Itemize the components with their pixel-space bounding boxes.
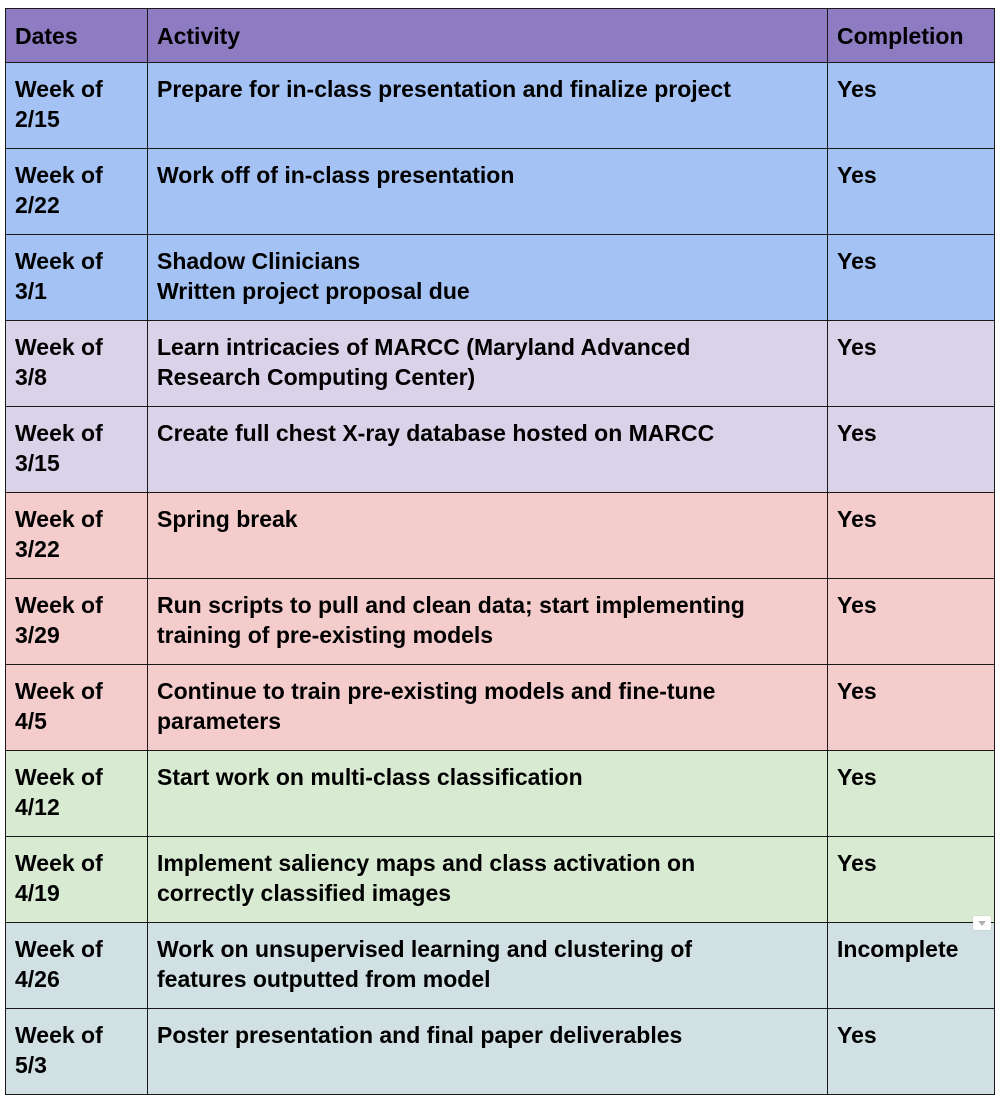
completion-cell[interactable]: Yes <box>828 321 995 407</box>
activity-text: Spring break <box>157 506 298 532</box>
completion-cell[interactable]: Yes <box>828 149 995 235</box>
completion-cell[interactable]: Yes <box>828 63 995 149</box>
table-row <box>6 837 995 923</box>
date-label: Week of <box>15 76 103 102</box>
date-cell[interactable] <box>6 1009 148 1095</box>
date-label: Week of <box>15 678 103 704</box>
activity-text: Work off of in-class presentation <box>157 162 515 188</box>
date-label: Week of <box>15 936 103 962</box>
activity-cell[interactable] <box>148 665 828 751</box>
date-cell[interactable] <box>6 923 148 1009</box>
activity-text: Implement saliency maps and class activation on <box>157 850 696 876</box>
activity-cell[interactable] <box>148 923 828 1009</box>
header-completion[interactable]: Completion <box>828 9 995 63</box>
activity-cell[interactable] <box>148 1009 828 1095</box>
date-cell[interactable] <box>6 751 148 837</box>
date-label: Week of <box>15 334 103 360</box>
date-label: Week of <box>15 162 103 188</box>
activity-text: Research Computing Center) <box>157 364 476 390</box>
activity-text: Shadow Clinicians <box>157 248 361 274</box>
activity-text: Start work on multi-class classification <box>157 764 583 790</box>
table-row <box>6 579 995 665</box>
activity-text: Continue to train pre-existing models and fine-tune <box>157 678 716 704</box>
date-value: 3/8 <box>15 364 47 390</box>
date-value: 2/22 <box>15 192 60 218</box>
table-row <box>6 751 995 837</box>
date-label: Week of <box>15 420 103 446</box>
completion-cell[interactable]: Yes <box>828 579 995 665</box>
date-label: Week of <box>15 764 103 790</box>
activity-cell[interactable] <box>148 579 828 665</box>
date-cell[interactable] <box>6 407 148 493</box>
completion-cell[interactable]: Yes <box>828 837 995 923</box>
activity-text: Written project proposal due <box>157 278 470 304</box>
date-value: 2/15 <box>15 106 60 132</box>
date-value: 3/1 <box>15 278 47 304</box>
table-row <box>6 923 995 1009</box>
schedule-table <box>5 8 995 1095</box>
date-value: 3/29 <box>15 622 60 648</box>
completion-cell[interactable]: Yes <box>828 493 995 579</box>
activity-cell[interactable] <box>148 837 828 923</box>
chevron-down-icon[interactable] <box>973 916 991 930</box>
table-row <box>6 493 995 579</box>
date-cell[interactable] <box>6 837 148 923</box>
date-cell[interactable] <box>6 149 148 235</box>
completion-cell[interactable]: Yes <box>828 407 995 493</box>
activity-text: Learn intricacies of MARCC (Maryland Advanced <box>157 334 691 360</box>
activity-text: Work on unsupervised learning and clustering of <box>157 936 693 962</box>
table-row <box>6 63 995 149</box>
date-label: Week of <box>15 1022 103 1048</box>
header-dates[interactable]: Dates <box>6 9 148 63</box>
date-cell[interactable] <box>6 321 148 407</box>
activity-cell[interactable] <box>148 751 828 837</box>
table-row <box>6 321 995 407</box>
completion-cell[interactable]: Yes <box>828 235 995 321</box>
activity-text: Poster presentation and final paper deliverables <box>157 1022 683 1048</box>
date-value: 4/12 <box>15 794 60 820</box>
date-label: Week of <box>15 850 103 876</box>
date-cell[interactable] <box>6 579 148 665</box>
date-label: Week of <box>15 506 103 532</box>
activity-text: parameters <box>157 708 282 734</box>
activity-cell[interactable] <box>148 321 828 407</box>
completion-cell[interactable]: Yes <box>828 1009 995 1095</box>
date-label: Week of <box>15 248 103 274</box>
date-label: Week of <box>15 592 103 618</box>
table-row <box>6 1009 995 1095</box>
header-row <box>6 9 995 63</box>
date-cell[interactable] <box>6 665 148 751</box>
header-activity[interactable]: Activity <box>148 9 828 63</box>
activity-text: correctly classified images <box>157 880 452 906</box>
date-value: 4/5 <box>15 708 47 734</box>
activity-text: features outputted from model <box>157 966 491 992</box>
completion-cell[interactable]: Incomplete <box>828 923 995 1009</box>
activity-cell[interactable] <box>148 493 828 579</box>
completion-cell[interactable]: Yes <box>828 751 995 837</box>
activity-text: training of pre-existing models <box>157 622 494 648</box>
date-cell[interactable] <box>6 235 148 321</box>
table-row <box>6 407 995 493</box>
table-row <box>6 149 995 235</box>
activity-cell[interactable] <box>148 235 828 321</box>
date-value: 5/3 <box>15 1052 47 1078</box>
date-value: 3/22 <box>15 536 60 562</box>
activity-cell[interactable] <box>148 63 828 149</box>
date-value: 3/15 <box>15 450 60 476</box>
date-value: 4/26 <box>15 966 60 992</box>
activity-cell[interactable] <box>148 149 828 235</box>
table-row <box>6 665 995 751</box>
activity-cell[interactable] <box>148 407 828 493</box>
activity-text: Create full chest X-ray database hosted on MARCC <box>157 420 715 446</box>
activity-text: Prepare for in-class presentation and finalize project <box>157 76 731 102</box>
date-value: 4/19 <box>15 880 60 906</box>
table-row <box>6 235 995 321</box>
activity-text: Run scripts to pull and clean data; start implementing <box>157 592 745 618</box>
date-cell[interactable] <box>6 493 148 579</box>
completion-cell[interactable]: Yes <box>828 665 995 751</box>
date-cell[interactable] <box>6 63 148 149</box>
